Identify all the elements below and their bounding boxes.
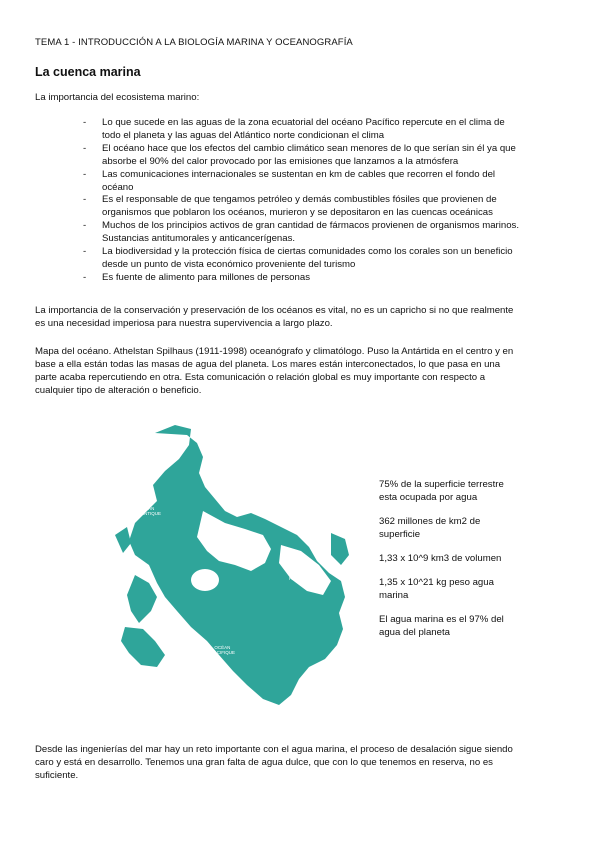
bullet-dash: - — [83, 271, 87, 283]
list-item — [35, 246, 525, 272]
list-item — [35, 143, 525, 169]
list-item — [35, 272, 525, 285]
pacific-east-label-1: OCÉAN — [292, 571, 309, 576]
document-header: TEMA 1 - INTRODUCCIÓN A LA BIOLOGÍA MARINA Y OCEANOGRAFÍA — [35, 37, 353, 48]
pacific-east-label — [289, 570, 313, 581]
ocean-body — [121, 425, 345, 705]
list-item — [35, 169, 525, 195]
spilhaus-ocean-map — [95, 415, 370, 715]
list-item — [35, 194, 525, 220]
antarctica — [191, 569, 219, 591]
conservation-paragraph: La importancia de la conservación y preservación de los océanos es vital, no es un capricho si no que realmente es una necesidad imperiosa para nuestra supervivencia a largo plazo. — [35, 305, 514, 329]
fact-item: 1,33 x 10^9 km3 de volumen — [379, 553, 502, 564]
bullet-dash: - — [83, 194, 87, 206]
section-title: La cuenca marina — [35, 65, 141, 79]
indian-label — [208, 536, 225, 547]
atlantic-label-1: OCÉAN — [138, 506, 155, 511]
indian-label-1: OCÉAN — [208, 537, 225, 542]
fact-item: El agua marina es el 97% del agua del planeta — [379, 614, 504, 638]
bullet-dash: - — [83, 117, 87, 128]
list-item-text: Muchos de los principios activos de gran cantidad de fármacos provienen de organismos marinos. Sustancias antitumorales y anticancerígenas. — [102, 220, 520, 245]
intro-text: La importancia del ecosistema marino: — [35, 92, 200, 103]
map-paragraph: Mapa del océano. Athelstan Spilhaus (1911-1998) oceanógrafo y climatólogo. Puso la Antártida en el centro y en base a ella están todas las masas de agua del planeta. Los mares están interconectados, lo que pasa en una parte acaba repercutiendo en otra. Esta comunicación o relación global es muy importante con respecto a cualquier tipo de alteración o beneficio. — [35, 346, 514, 396]
list-item — [35, 117, 525, 143]
fact-item: 75% de la superficie terrestre esta ocupada por agua — [379, 479, 504, 503]
list-item-text: Es fuente de alimento para millones de personas — [102, 271, 310, 283]
list-item-text: La biodiversidad y la protección física de ciertas comunidades como los corales son un beneficio desde un punto de vista económico proveniente del turismo — [102, 246, 513, 270]
bullet-dash: - — [83, 220, 87, 232]
list-item-text: Es el responsable de que tengamos petróleo y demás combustibles fósiles que provienen de organismos que poblaron los océanos, murieron y se depositaron en las cuencas oceánicas — [102, 194, 497, 219]
fact-item: 1,35 x 10^21 kg peso agua marina — [379, 577, 494, 601]
ocean-east-lobe — [331, 533, 349, 565]
pacific-east-label-2: PACIFIQUE — [289, 576, 313, 581]
list-item — [35, 220, 525, 246]
pacific-south-label-2: PACIFIQUE — [211, 650, 235, 655]
list-item-text: El océano hace que los efectos del cambio climático sean menores de lo que serían sin él ya que absorbe el 90% del calor provocado por las emisiones que lanzamos a la atmósfera — [102, 142, 516, 167]
pacific-south-label-1: OCÉAN — [214, 645, 231, 650]
importance-list — [35, 117, 525, 285]
list-item-text: Lo que sucede en las aguas de la zona ecuatorial del océano Pacífico repercute en el clima de todo el planeta y las aguas del Atlántico norte condicionan el clima — [102, 117, 505, 141]
bullet-dash: - — [83, 142, 87, 154]
atlantic-label-2: ATLANTIQUE — [133, 511, 161, 516]
ocean-shape — [115, 425, 349, 705]
ocean-facts — [379, 478, 524, 650]
bullet-dash: - — [83, 246, 87, 258]
indian-label-2: INDIEN — [209, 542, 225, 547]
list-item-text: Las comunicaciones internacionales se sustentan en km de cables que recorren el fondo del océano — [102, 168, 496, 193]
ocean-west-lobe — [115, 527, 131, 553]
pacific-south-label — [211, 644, 235, 655]
desalination-paragraph: Desde las ingenierías del mar hay un reto importante con el agua marina, el proceso de desalación sigue siendo caro y está en desarrollo. Tenemos una gran falta de agua dulce, que con lo que tenemos en reserva, no es suficiente. — [35, 744, 513, 781]
fact-item: 362 millones de km2 de superficie — [379, 516, 481, 540]
bullet-dash: - — [83, 168, 87, 180]
